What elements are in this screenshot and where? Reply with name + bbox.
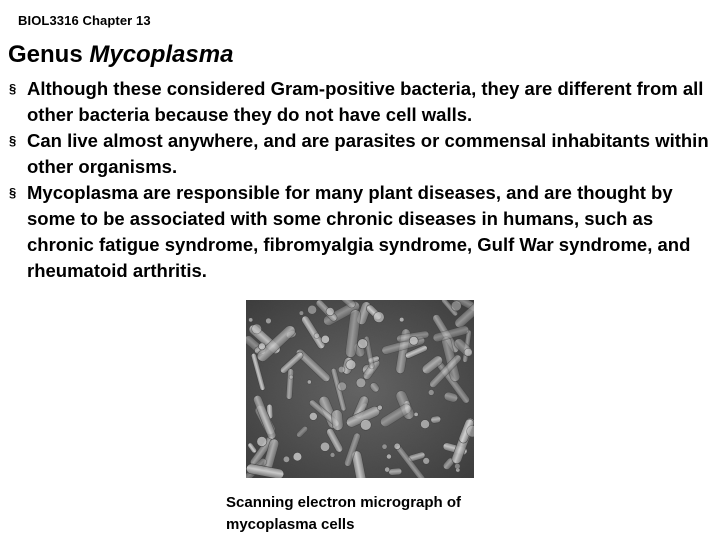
- bullet-text: Mycoplasma are responsible for many plant diseases, and are thought by some to be associated with some chronic diseases in humans, such as chronic fatigue syndrome, fibromyalgia syndrome, Gulf War syndrome, and rheumatoid arthritis.: [27, 182, 691, 281]
- bullet-text: Can live almost anywhere, and are parasites or commensal inhabitants within other organisms.: [27, 130, 709, 177]
- course-chapter-label: BIOL3316 Chapter 13: [18, 13, 151, 28]
- bullet-marker: §: [9, 185, 17, 200]
- bullet-item: [8, 76, 716, 128]
- title-prefix: Genus: [8, 41, 83, 68]
- caption-line-1: Scanning electron micrograph of: [226, 494, 462, 511]
- bullet-item: [8, 128, 716, 180]
- bullet-marker: §: [9, 81, 17, 96]
- mycoplasma-micrograph-image: [246, 300, 474, 478]
- title-genus-name: Mycoplasma: [89, 41, 234, 68]
- caption-line-2: mycoplasma cells: [226, 516, 355, 533]
- bullet-list: [8, 76, 716, 284]
- bullet-text: Although these considered Gram-positive bacteria, they are different from all other bacteria because they do not have cell walls.: [27, 78, 704, 125]
- figure-caption: [226, 492, 546, 536]
- bullet-marker: §: [9, 133, 17, 148]
- bullet-item: [8, 180, 716, 284]
- slide-title: [8, 40, 233, 70]
